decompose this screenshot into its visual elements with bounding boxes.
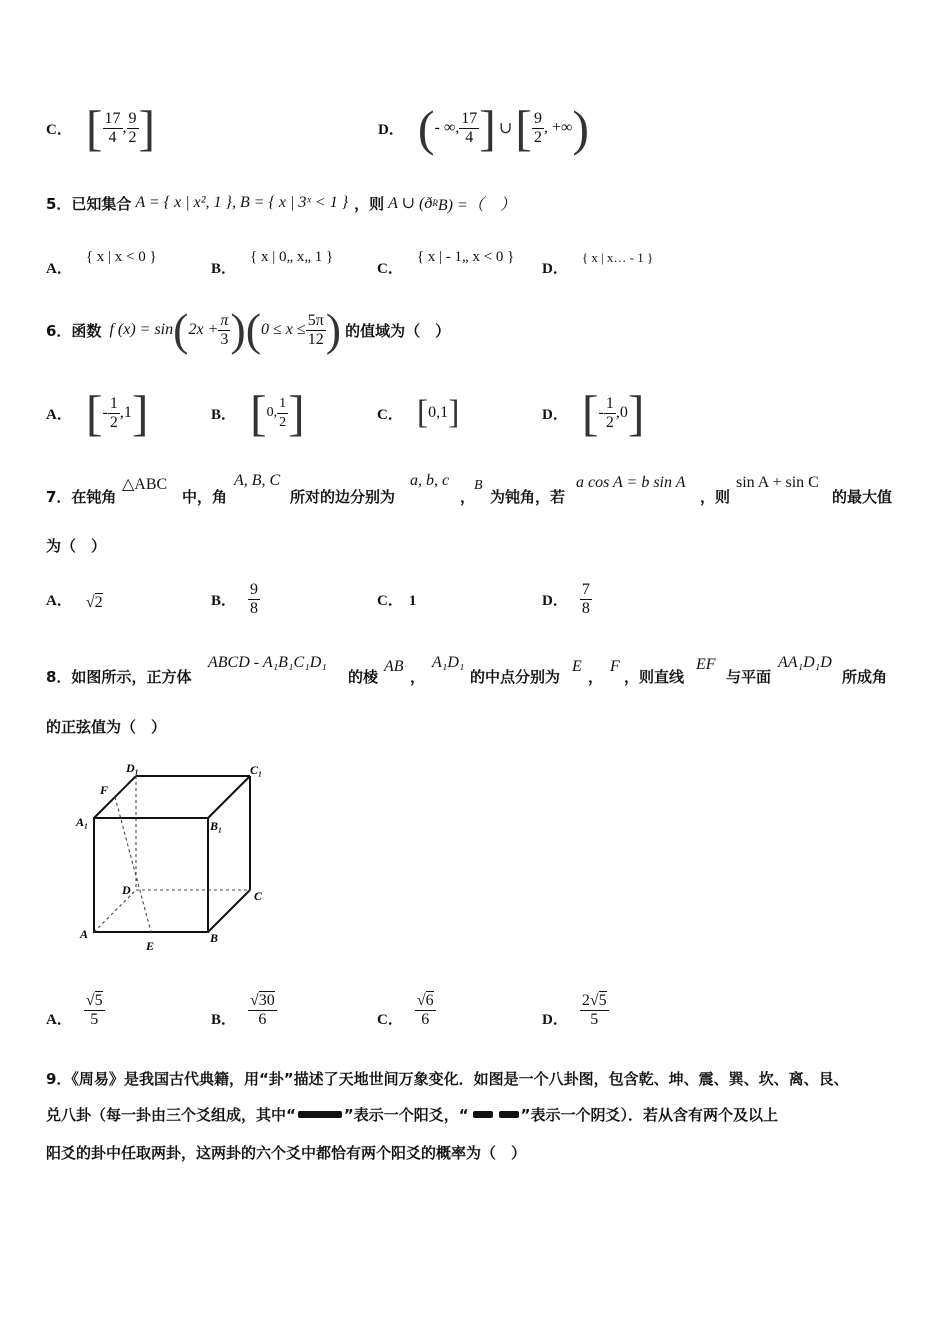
question-7-stem: 7．在钝角 △ABC 中，角 A, B, C 所对的边分别为 a, b, c ， B 为钝角，若 a cos A = b sin A ，则 sin A + sin C 的最大值 [46,472,893,506]
pos-infinity: , +∞ [543,119,573,136]
option-label: D． [378,121,404,138]
q4-option-c: C． [ $\frac{17}{4}$ , $\frac{9}{2}$ ] [46,100,156,156]
yang-yao-icon [298,1111,342,1118]
label-b1: B₁ [210,819,223,833]
q6-option-b: B． [ 0, $\frac{1}{2}$ ] [211,385,305,441]
q8-option-b: B． $\frac{√30}{6}$ [211,991,275,1028]
label-d: D [122,883,131,897]
question-7-line2: 为（ ） [46,537,107,555]
q8-option-a: A． $\frac{√5}{5}$ [46,991,103,1028]
q8-option-d: D． $\frac{2√5}{5}$ [542,991,607,1028]
label-c: C [254,889,263,903]
question-8-stem: 8．如图所示，正方体 ABCD - A₁B₁C₁D₁ 的棱 AB ， A₁D₁ 的中点分别为 E ， F ，则直线 EF 与平面 AA₁D₁D 所成角 [46,654,888,686]
q5-option-c: C． { x | - 1„ x < 0 } [377,249,515,277]
q6-option-d: D． [ - $\frac{1}{2}$ ,0 ] [542,385,645,441]
fraction: $\frac{9}{2}$ [533,109,542,146]
sqrt: √2 [85,594,103,611]
q5-option-b: B． { x | 0„ x„ 1 } [211,249,334,277]
fraction: $\frac{9}{2}$ [128,109,137,146]
union-expression: A ∪ (ð [388,195,433,212]
question-6-stem: 6．函数 f (x) = sin ( 2x + $\frac{\pi}{3}$ ) ( 0 ≤ x ≤ $\frac{5\pi}{12}$ ) 的值域为（ ） [46,304,451,355]
label-b: B [210,931,219,945]
q5-option-d: D． { x | x… - 1 } [542,250,654,277]
label-f: F [100,783,109,797]
q7-option-d: D． $\frac{7}{8}$ [542,581,590,617]
question-5-stem: 5．已知集合 A = { x | x², 1 } , B = { x | 3ˣ < 1 } ，则 A ∪ (ð R B) =（ ） [46,194,516,214]
q5-option-a: A． { x | x < 0 } [46,249,157,277]
right-bracket: ] [138,100,156,156]
union-symbol: ∪ [498,120,513,137]
label-a: A [80,927,89,941]
yin-yao-right-icon [499,1111,519,1118]
fraction: $\frac{17}{4}$ [461,109,478,146]
neg-infinity: - ∞, [434,119,460,136]
question-9-line1: 9．《周易》是我国古代典籍，用“卦”描述了天地世间万象变化．如图是一个八卦图，包含乾、坤、震、巽、坎、离、艮、 [46,1070,849,1088]
label-a1: A₁ [76,815,89,829]
question-8-line2: 的正弦值为（ ） [46,718,167,736]
label-e: E [146,939,155,953]
q7-options [46,566,926,618]
q5-options [46,244,926,278]
set-a: A = { x | x², 1 } [135,194,232,211]
q8-option-c: C． $\frac{√6}{6}$ [377,991,434,1028]
set-b: , B = { x | 3ˣ < 1 } [231,194,349,211]
label-c1: C₁ [250,763,263,777]
question-9-line3: 阳爻的卦中任取两卦，这两卦的六个爻中都恰有两个阳爻的概率为（ ） [46,1144,527,1162]
q8-options [46,982,926,1038]
fraction: $\frac{\pi}{3}$ [220,311,229,348]
q6-option-c: C． [ 0,1 ] [377,394,460,431]
question-9-line2: 兑八卦（每一卦由三个爻组成，其中“ ”表示一个阳爻，“ ”表示一个阴爻）．若从含有两个及以上 [46,1106,778,1124]
option-label: C． [46,121,72,138]
cube-figure [72,758,282,958]
fraction: $\frac{5\pi}{12}$ [307,311,324,348]
function-f: f (x) = sin [109,321,174,338]
q7-option-a: A． √2 [46,593,103,611]
cube-solid-edges [94,776,250,932]
label-d1: D₁ [126,761,139,775]
q7-option-b: B． $\frac{9}{8}$ [211,581,259,617]
q6-options [46,386,926,440]
q4-option-d: D． ( - ∞, $\frac{17}{4}$ ] ∪ [ $\frac{9}{2}$ , +∞ ) [378,100,590,156]
yin-yao-left-icon [473,1111,493,1118]
q7-option-c: C． 1 [377,593,417,609]
left-bracket: [ [85,100,103,156]
q6-option-a: A． [ - $\frac{1}{2}$ ,1 ] [46,385,149,441]
fraction: $\frac{17}{4}$ [104,109,121,146]
